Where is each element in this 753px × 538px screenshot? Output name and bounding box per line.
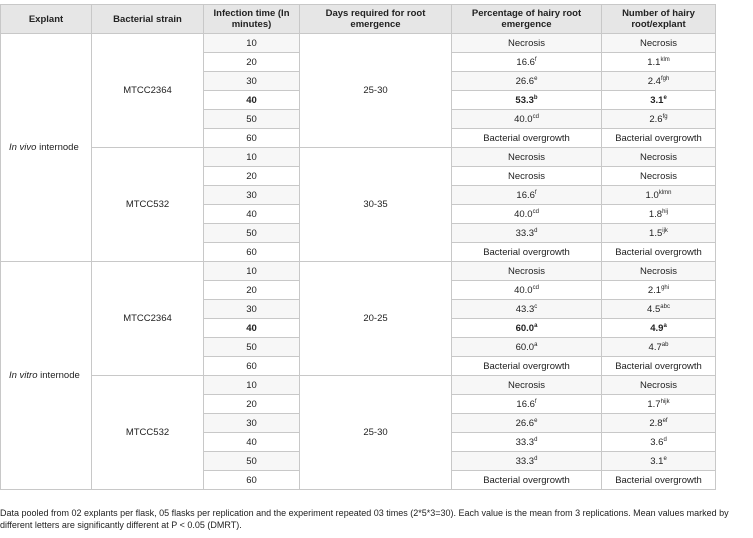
percentage-cell [452, 433, 602, 452]
percentage-cell [452, 53, 602, 72]
significance-letter: f [534, 189, 537, 196]
significance-letter: e [534, 417, 538, 424]
significance-letter: ef [662, 417, 668, 424]
infection-time-cell: 60 [204, 129, 300, 148]
hairy-root-count-cell [602, 53, 716, 72]
hairy-root-count-cell [602, 148, 716, 167]
percentage-value: Necrosis [508, 379, 545, 391]
infection-time-cell: 50 [204, 224, 300, 243]
hairy-root-count-cell [602, 129, 716, 148]
hairy-root-count-value: 1.0 [645, 189, 659, 201]
hairy-root-count-value: 1.5 [649, 227, 663, 239]
percentage-value: Necrosis [508, 265, 545, 277]
hairy-root-count-value: 2.1 [647, 284, 662, 296]
hairy-root-count-value: 1.8 [648, 208, 663, 220]
significance-letter: f [534, 56, 537, 63]
hairy-root-count-value: Necrosis [640, 265, 677, 277]
percentage-value: Necrosis [508, 170, 545, 182]
explant-name-italic: In vitro [9, 370, 38, 381]
hairy-root-count-cell [602, 338, 716, 357]
percentage-value: 33.3 [515, 436, 535, 448]
hairy-root-count-cell [602, 186, 716, 205]
explant-cell [1, 34, 92, 262]
infection-time-cell: 50 [204, 110, 300, 129]
percentage-cell [452, 224, 602, 243]
percentage-value: 26.6 [515, 417, 535, 429]
significance-letter: cd [532, 113, 539, 120]
hairy-root-count-cell [602, 300, 716, 319]
infection-time-cell: 20 [204, 53, 300, 72]
percentage-cell [452, 357, 602, 376]
significance-letter: e [663, 94, 667, 101]
infection-time-cell: 10 [204, 34, 300, 53]
results-table [0, 4, 716, 490]
infection-time-cell: 60 [204, 357, 300, 376]
percentage-cell [452, 452, 602, 471]
hairy-root-count-cell [602, 205, 716, 224]
explant-name-suffix: internode [37, 370, 80, 381]
hairy-root-count-cell [602, 167, 716, 186]
percentage-value: Bacterial overgrowth [483, 474, 570, 486]
explant-name-italic: In vivo [9, 142, 37, 153]
significance-letter: f [534, 398, 537, 405]
days-required-cell: 25-30 [300, 376, 452, 490]
hairy-root-count-cell [602, 72, 716, 91]
percentage-cell [452, 395, 602, 414]
percentage-value: 60.0 [515, 341, 535, 353]
infection-time-cell: 40 [204, 433, 300, 452]
table-row [1, 376, 716, 395]
hairy-root-count-value: Bacterial overgrowth [615, 360, 702, 372]
percentage-value: 60.0 [515, 322, 535, 334]
infection-time-cell: 20 [204, 395, 300, 414]
header-explant: Explant [1, 5, 92, 34]
percentage-cell [452, 110, 602, 129]
days-required-cell: 25-30 [300, 34, 452, 148]
infection-time-cell: 40 [204, 91, 300, 110]
percentage-value: Bacterial overgrowth [483, 360, 570, 372]
percentage-cell [452, 91, 602, 110]
table-header [1, 5, 716, 34]
percentage-cell [452, 148, 602, 167]
header-row [1, 5, 716, 34]
infection-time-cell: 30 [204, 186, 300, 205]
hairy-root-count-cell [602, 414, 716, 433]
hairy-root-count-value: Necrosis [640, 37, 677, 49]
percentage-value: 16.6 [516, 189, 535, 201]
hairy-root-count-value: Bacterial overgrowth [615, 246, 702, 258]
hairy-root-count-value: Bacterial overgrowth [615, 474, 702, 486]
percentage-value: 53.3 [515, 94, 534, 106]
percentage-cell [452, 471, 602, 490]
table-row [1, 262, 716, 281]
hairy-root-count-value: 4.7 [648, 341, 662, 353]
infection-time-cell: 40 [204, 319, 300, 338]
hairy-root-count-cell [602, 395, 716, 414]
infection-time-cell: 10 [204, 376, 300, 395]
significance-letter: cd [532, 284, 539, 291]
percentage-cell [452, 262, 602, 281]
percentage-cell [452, 186, 602, 205]
hairy-root-count-cell [602, 243, 716, 262]
significance-letter: c [534, 303, 538, 310]
significance-letter: a [534, 341, 538, 348]
hairy-root-count-value: 1.1 [647, 56, 661, 68]
percentage-value: 40.0 [514, 284, 533, 296]
significance-letter: d [534, 227, 538, 234]
header-number-of-roots: Number of hairy root/explant [602, 5, 716, 34]
hairy-root-count-value: 4.5 [647, 303, 661, 315]
infection-time-cell: 30 [204, 414, 300, 433]
percentage-value: Necrosis [508, 151, 545, 163]
explant-cell [1, 262, 92, 490]
percentage-cell [452, 414, 602, 433]
table-body [1, 34, 716, 490]
header-infection-time: Infection time (In minutes) [204, 5, 300, 34]
hairy-root-count-cell [602, 281, 716, 300]
hairy-root-count-cell [602, 357, 716, 376]
significance-letter: cd [532, 208, 539, 215]
infection-time-cell: 50 [204, 452, 300, 471]
infection-time-cell: 30 [204, 72, 300, 91]
hairy-root-count-value: 2.8 [649, 417, 663, 429]
significance-letter: fgh [660, 75, 670, 82]
hairy-root-count-cell [602, 91, 716, 110]
significance-letter: e [534, 75, 538, 82]
infection-time-cell: 20 [204, 281, 300, 300]
percentage-value: 43.3 [515, 303, 535, 315]
significance-letter: d [534, 436, 538, 443]
percentage-value: 26.6 [515, 75, 535, 87]
table-row [1, 34, 716, 53]
percentage-cell [452, 72, 602, 91]
percentage-value: 33.3 [515, 227, 535, 239]
table-row [1, 148, 716, 167]
significance-letter: fg [662, 113, 668, 120]
hairy-root-count-cell [602, 452, 716, 471]
significance-letter: abc [660, 303, 670, 310]
hairy-root-count-cell [602, 34, 716, 53]
bacterial-strain-cell: MTCC532 [92, 376, 204, 490]
header-bacterial-strain: Bacterial strain [92, 5, 204, 34]
infection-time-cell: 40 [204, 205, 300, 224]
hairy-root-count-cell [602, 224, 716, 243]
hairy-root-count-value: 2.4 [647, 75, 661, 87]
significance-letter: e [663, 455, 667, 462]
hairy-root-count-value: 3.1 [650, 94, 664, 106]
percentage-cell [452, 167, 602, 186]
percentage-value: 33.3 [515, 455, 535, 467]
percentage-cell [452, 281, 602, 300]
hairy-root-count-cell [602, 471, 716, 490]
significance-letter: a [663, 322, 667, 329]
percentage-value: Necrosis [508, 37, 545, 49]
hairy-root-count-cell [602, 376, 716, 395]
hairy-root-count-value: Necrosis [640, 151, 677, 163]
percentage-cell [452, 319, 602, 338]
explant-name-suffix: internode [36, 142, 79, 153]
significance-letter: hijk [660, 398, 670, 405]
percentage-cell [452, 300, 602, 319]
percentage-value: 40.0 [514, 113, 533, 125]
hairy-root-count-cell [602, 262, 716, 281]
hairy-root-count-value: 4.9 [650, 322, 664, 334]
days-required-cell: 30-35 [300, 148, 452, 262]
hairy-root-count-value: 2.6 [649, 113, 663, 125]
bacterial-strain-cell: MTCC2364 [92, 34, 204, 148]
significance-letter: ghi [661, 284, 670, 291]
hairy-root-count-value: 1.7 [647, 398, 661, 410]
percentage-cell [452, 205, 602, 224]
percentage-value: 16.6 [516, 398, 535, 410]
percentage-cell [452, 34, 602, 53]
significance-letter: a [534, 322, 538, 329]
hairy-root-count-cell [602, 433, 716, 452]
hairy-root-count-value: 3.6 [650, 436, 664, 448]
hairy-root-count-cell [602, 319, 716, 338]
percentage-cell [452, 338, 602, 357]
infection-time-cell: 10 [204, 148, 300, 167]
header-days-required: Days required for root emergence [300, 5, 452, 34]
hairy-root-count-value: Necrosis [640, 379, 677, 391]
bacterial-strain-cell: MTCC2364 [92, 262, 204, 376]
percentage-value: 16.6 [516, 56, 535, 68]
infection-time-cell: 30 [204, 300, 300, 319]
percentage-cell [452, 129, 602, 148]
significance-letter: klmn [658, 189, 672, 196]
hairy-root-count-value: Necrosis [640, 170, 677, 182]
bacterial-strain-cell: MTCC532 [92, 148, 204, 262]
days-required-cell: 20-25 [300, 262, 452, 376]
infection-time-cell: 60 [204, 471, 300, 490]
significance-letter: klm [660, 56, 670, 63]
hairy-root-count-value: Bacterial overgrowth [615, 132, 702, 144]
percentage-value: 40.0 [514, 208, 533, 220]
percentage-cell [452, 376, 602, 395]
significance-letter: d [663, 436, 667, 443]
significance-letter: d [534, 455, 538, 462]
hairy-root-count-cell [602, 110, 716, 129]
infection-time-cell: 10 [204, 262, 300, 281]
percentage-cell [452, 243, 602, 262]
significance-letter: hij [662, 208, 669, 215]
percentage-value: Bacterial overgrowth [483, 132, 570, 144]
header-percentage: Percentage of hairy root emergence [452, 5, 602, 34]
infection-time-cell: 50 [204, 338, 300, 357]
significance-letter: b [533, 94, 538, 101]
significance-letter: ijk [662, 227, 668, 234]
hairy-root-count-value: 3.1 [650, 455, 664, 467]
significance-letter: ab [661, 341, 669, 348]
infection-time-cell: 60 [204, 243, 300, 262]
percentage-value: Bacterial overgrowth [483, 246, 570, 258]
infection-time-cell: 20 [204, 167, 300, 186]
table-footnote: Data pooled from 02 explants per flask, 05 flasks per replication and the experiment repeated 03 times (2*5*3=30). Each value is the mean from 3 replications. Mean values marked by different letters are significantly different at P < 0.05 (DMRT). [0, 508, 729, 530]
